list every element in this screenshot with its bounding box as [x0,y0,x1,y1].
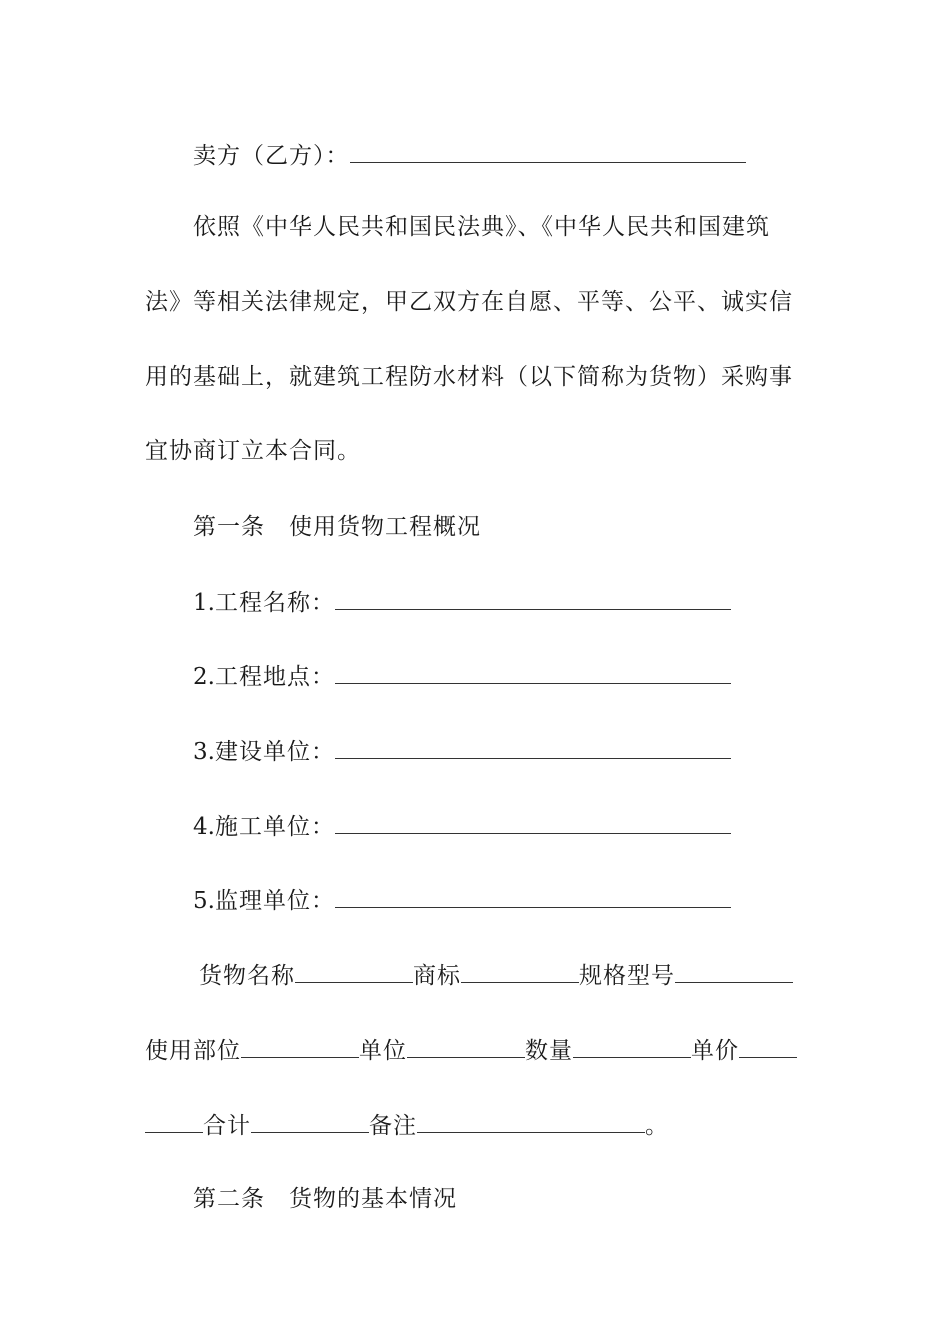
intro-line-2: 法》等相关法律规定，甲乙双方在自愿、平等、公平、诚实信 [145,289,793,315]
item-number: 3. [193,739,215,765]
end-mark: 。 [645,1113,669,1139]
project-item-3 [193,736,731,767]
item-number: 5. [193,888,215,914]
goods-line-1 [199,960,793,991]
remark-blank[interactable] [417,1110,645,1133]
supervision-unit-blank[interactable] [335,885,731,908]
usage-blank[interactable] [241,1035,359,1058]
project-name-blank[interactable] [335,587,731,610]
intro-line-4: 宜协商订立本合同。 [145,438,361,464]
item-label: 工程地点： [214,664,335,690]
seller-line [193,140,746,171]
goods-name-label: 货物名称 [199,963,295,989]
seller-blank[interactable] [350,140,746,163]
project-location-blank[interactable] [335,661,731,684]
project-item-4 [193,811,731,842]
item-label: 工程名称： [214,590,335,616]
item-label: 监理单位： [214,888,335,914]
spec-label: 规格型号 [579,963,675,989]
project-item-5 [193,885,731,916]
quantity-label: 数量 [525,1038,573,1064]
brand-blank[interactable] [461,960,579,983]
intro-line-3: 用的基础上，就建筑工程防水材料（以下简称为货物）采购事 [145,364,793,390]
spec-blank[interactable] [675,960,793,983]
usage-label: 使用部位 [145,1038,241,1064]
item-label: 建设单位： [214,739,335,765]
article2-heading: 第二条 货物的基本情况 [193,1186,457,1212]
item-number: 4. [193,814,215,840]
price-blank-cont[interactable] [145,1110,203,1133]
total-label: 合计 [203,1113,251,1139]
remark-label: 备注 [369,1113,417,1139]
construction-unit-blank[interactable] [335,736,731,759]
seller-label: 卖方（乙方）： [193,143,350,169]
item-label: 施工单位： [214,814,335,840]
goods-name-blank[interactable] [295,960,413,983]
goods-line-2 [145,1035,797,1066]
contractor-unit-blank[interactable] [335,811,731,834]
price-label: 单价 [691,1038,739,1064]
project-item-2 [193,661,731,692]
unit-label: 单位 [359,1038,407,1064]
goods-line-3 [145,1110,669,1141]
item-number: 1. [193,590,215,616]
item-number: 2. [193,664,215,690]
quantity-blank[interactable] [573,1035,691,1058]
unit-blank[interactable] [407,1035,525,1058]
article1-heading: 第一条 使用货物工程概况 [193,514,481,540]
intro-line-1: 依照《中华人民共和国民法典》、《中华人民共和国建筑 [193,214,770,240]
price-blank[interactable] [739,1035,797,1058]
total-blank[interactable] [251,1110,369,1133]
project-item-1 [193,587,731,618]
brand-label: 商标 [413,963,461,989]
